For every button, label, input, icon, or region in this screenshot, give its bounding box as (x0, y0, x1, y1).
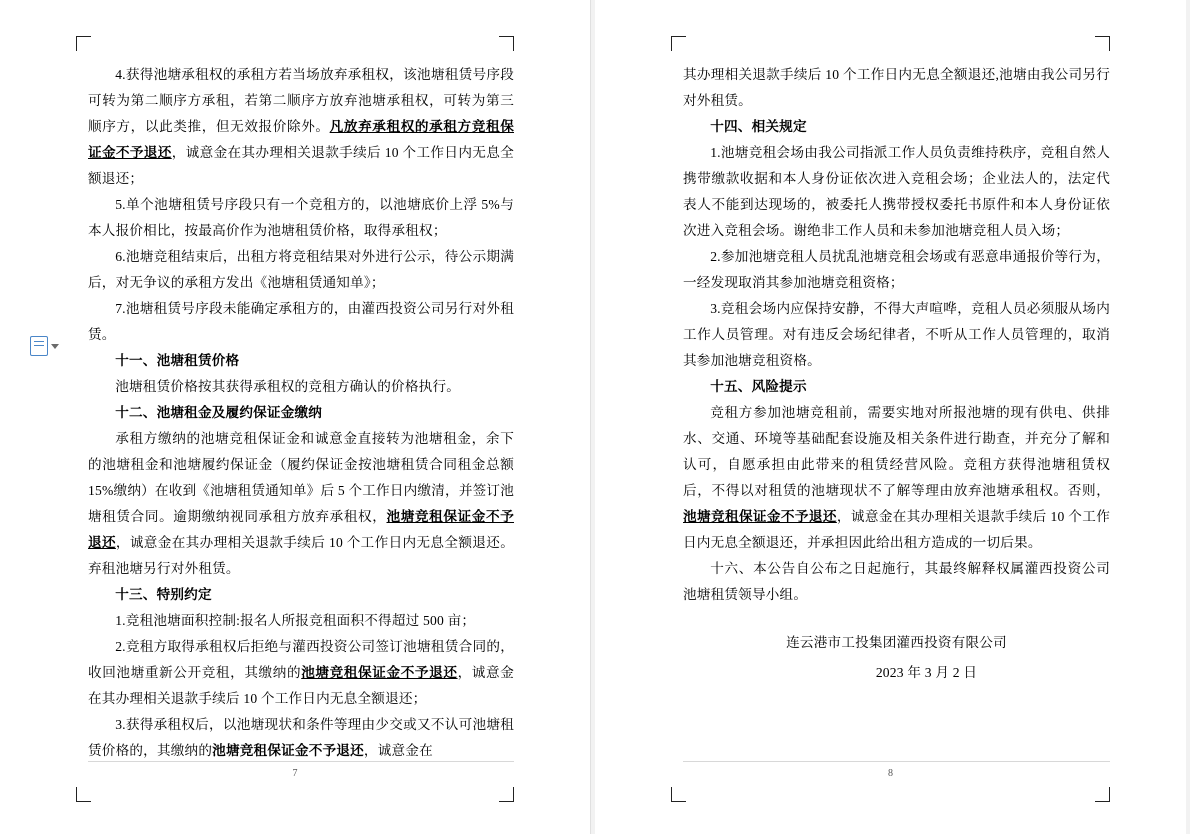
para-item-16: 十六、本公告自公布之日起施行，其最终解释权属灌西投资公司池塘租赁领导小组。 (683, 561, 1110, 602)
crop-mark-top-left (76, 36, 91, 51)
crop-mark-bottom-right (1095, 787, 1110, 802)
para-continued: 其办理相关退款手续后 10 个工作日内无息全额退还,池塘由我公司另行对外租赁。 (683, 67, 1110, 108)
page-7-inner (0, 0, 590, 834)
document-structure-widget[interactable] (30, 336, 59, 356)
heading-14: 十四、相关规定 (710, 119, 807, 134)
crop-mark-bottom-left (671, 787, 686, 802)
page-8-footer-rule (683, 761, 1110, 762)
para-15-body: 竞租方参加池塘竞租前，需要实地对所报池塘的现有供电、供排水、交通、环境等基础配套设施及相关条件进行勘查，并充分了解和认可，自愿承担由此带来的租赁经营风险。竞租方获得池塘租赁权后，不得以对租赁的池塘现状不了解等理由放弃池塘承租权。否则，池塘竞租保证金不予退还，诚意金在其办理相关退款手续后 10 个工作日内无息全额退还，并承担因此给出租方造成的一切后果。 (683, 405, 1110, 550)
document-outline-icon[interactable] (30, 336, 48, 356)
para-14-item-3: 3.竞租会场内应保持安静，不得大声喧哗，竞租人员必须服从场内工作人员管理。对有违反会场纪律者，不听从工作人员管理的，取消其参加池塘竞租资格。 (683, 301, 1110, 368)
heading-11: 十一、池塘租赁价格 (115, 353, 240, 368)
signature: 连云港市工投集团灌西投资有限公司 (786, 635, 1007, 650)
page-7-number: 7 (292, 768, 298, 779)
crop-mark-top-right (1095, 36, 1110, 51)
page-7-body (88, 62, 514, 764)
page-8-inner (595, 0, 1186, 834)
para-item-5: 5.单个池塘租赁号序段只有一个竞租方的，以池塘底价上浮 5%与本人报价相比，按最高价作为池塘租赁价格，取得承租权； (88, 197, 514, 238)
signature-date: 2023 年 3 月 2 日 (875, 665, 978, 680)
crop-mark-top-right (499, 36, 514, 51)
para-13-item-1: 1.竞租池塘面积控制:报名人所报竞租面积不得超过 500 亩； (115, 613, 476, 628)
crop-mark-bottom-right (499, 787, 514, 802)
crop-mark-top-left (671, 36, 686, 51)
heading-15: 十五、风险提示 (710, 379, 807, 394)
chevron-down-icon[interactable] (51, 344, 59, 349)
page-8-number: 8 (888, 768, 893, 779)
para-11-body: 池塘租赁价格按其获得承租权的竞租方确认的价格执行。 (115, 379, 461, 394)
para-13-item-2: 2.竞租方取得承租权后拒绝与灌西投资公司签订池塘租赁合同的，收回池塘重新公开竞租，其缴纳的池塘竞租保证金不予退还，诚意金在其办理相关退款手续后 10 个工作日内无息全额退还； (88, 639, 514, 706)
para-item-7: 7.池塘租赁号序段未能确定承租方的，由灌西投资公司另行对外租赁。 (88, 301, 514, 342)
para-12-body: 承租方缴纳的池塘竞租保证金和诚意金直接转为池塘租金，余下的池塘租金和池塘履约保证金（履约保证金按池塘租赁合同租金总额 15%缴纳）在收到《池塘租赁通知单》后 5 个工作日内缴清，并签订池塘租赁合同。逾期缴纳视同承租方放弃承租权，池塘竞租保证金不予退还，诚意金在其办理相关退款手续后 10 个工作日内无息全额退还。弃租池塘另行对外租赁。 (88, 431, 514, 576)
para-item-6: 6.池塘竞租结束后，出租方将竞租结果对外进行公示，待公示期满后，对无争议的承租方发出《池塘租赁通知单》； (88, 249, 514, 290)
page-8-body (683, 62, 1110, 686)
page-7 (0, 0, 591, 834)
page-8 (595, 0, 1186, 834)
para-14-item-2: 2.参加池塘竞租人员扰乱池塘竞租会场或有恶意串通报价等行为，一经发现取消其参加池塘竞租资格； (683, 249, 1110, 290)
heading-13: 十三、特别约定 (115, 587, 212, 602)
heading-12: 十二、池塘租金及履约保证金缴纳 (115, 405, 323, 420)
para-14-item-1: 1.池塘竞租会场由我公司指派工作人员负责维持秩序，竞租自然人携带缴款收据和本人身份证依次进入竞租会场；企业法人的，法定代表人不能到达现场的，被委托人携带授权委托书原件和本人身份证依次进入竞租会场。谢绝非工作人员和未参加池塘竞租人员入场； (683, 145, 1110, 238)
para-13-item-3: 3.获得承租权后，以池塘现状和条件等理由少交或又不认可池塘租赁价格的，其缴纳的池塘竞租保证金不予退还，诚意金在 (88, 717, 514, 758)
page-7-footer-rule (88, 761, 514, 762)
para-item-4: 4.获得池塘承租权的承租方若当场放弃承租权，该池塘租赁号序段可转为第二顺序方承租，若第二顺序方放弃池塘承租权，可转为第三顺序方，以此类推，但无效报价除外。凡放弃承租权的承租方竞租保证金不予退还，诚意金在其办理相关退款手续后 10 个工作日内无息全额退还； (88, 67, 514, 186)
crop-mark-bottom-left (76, 787, 91, 802)
